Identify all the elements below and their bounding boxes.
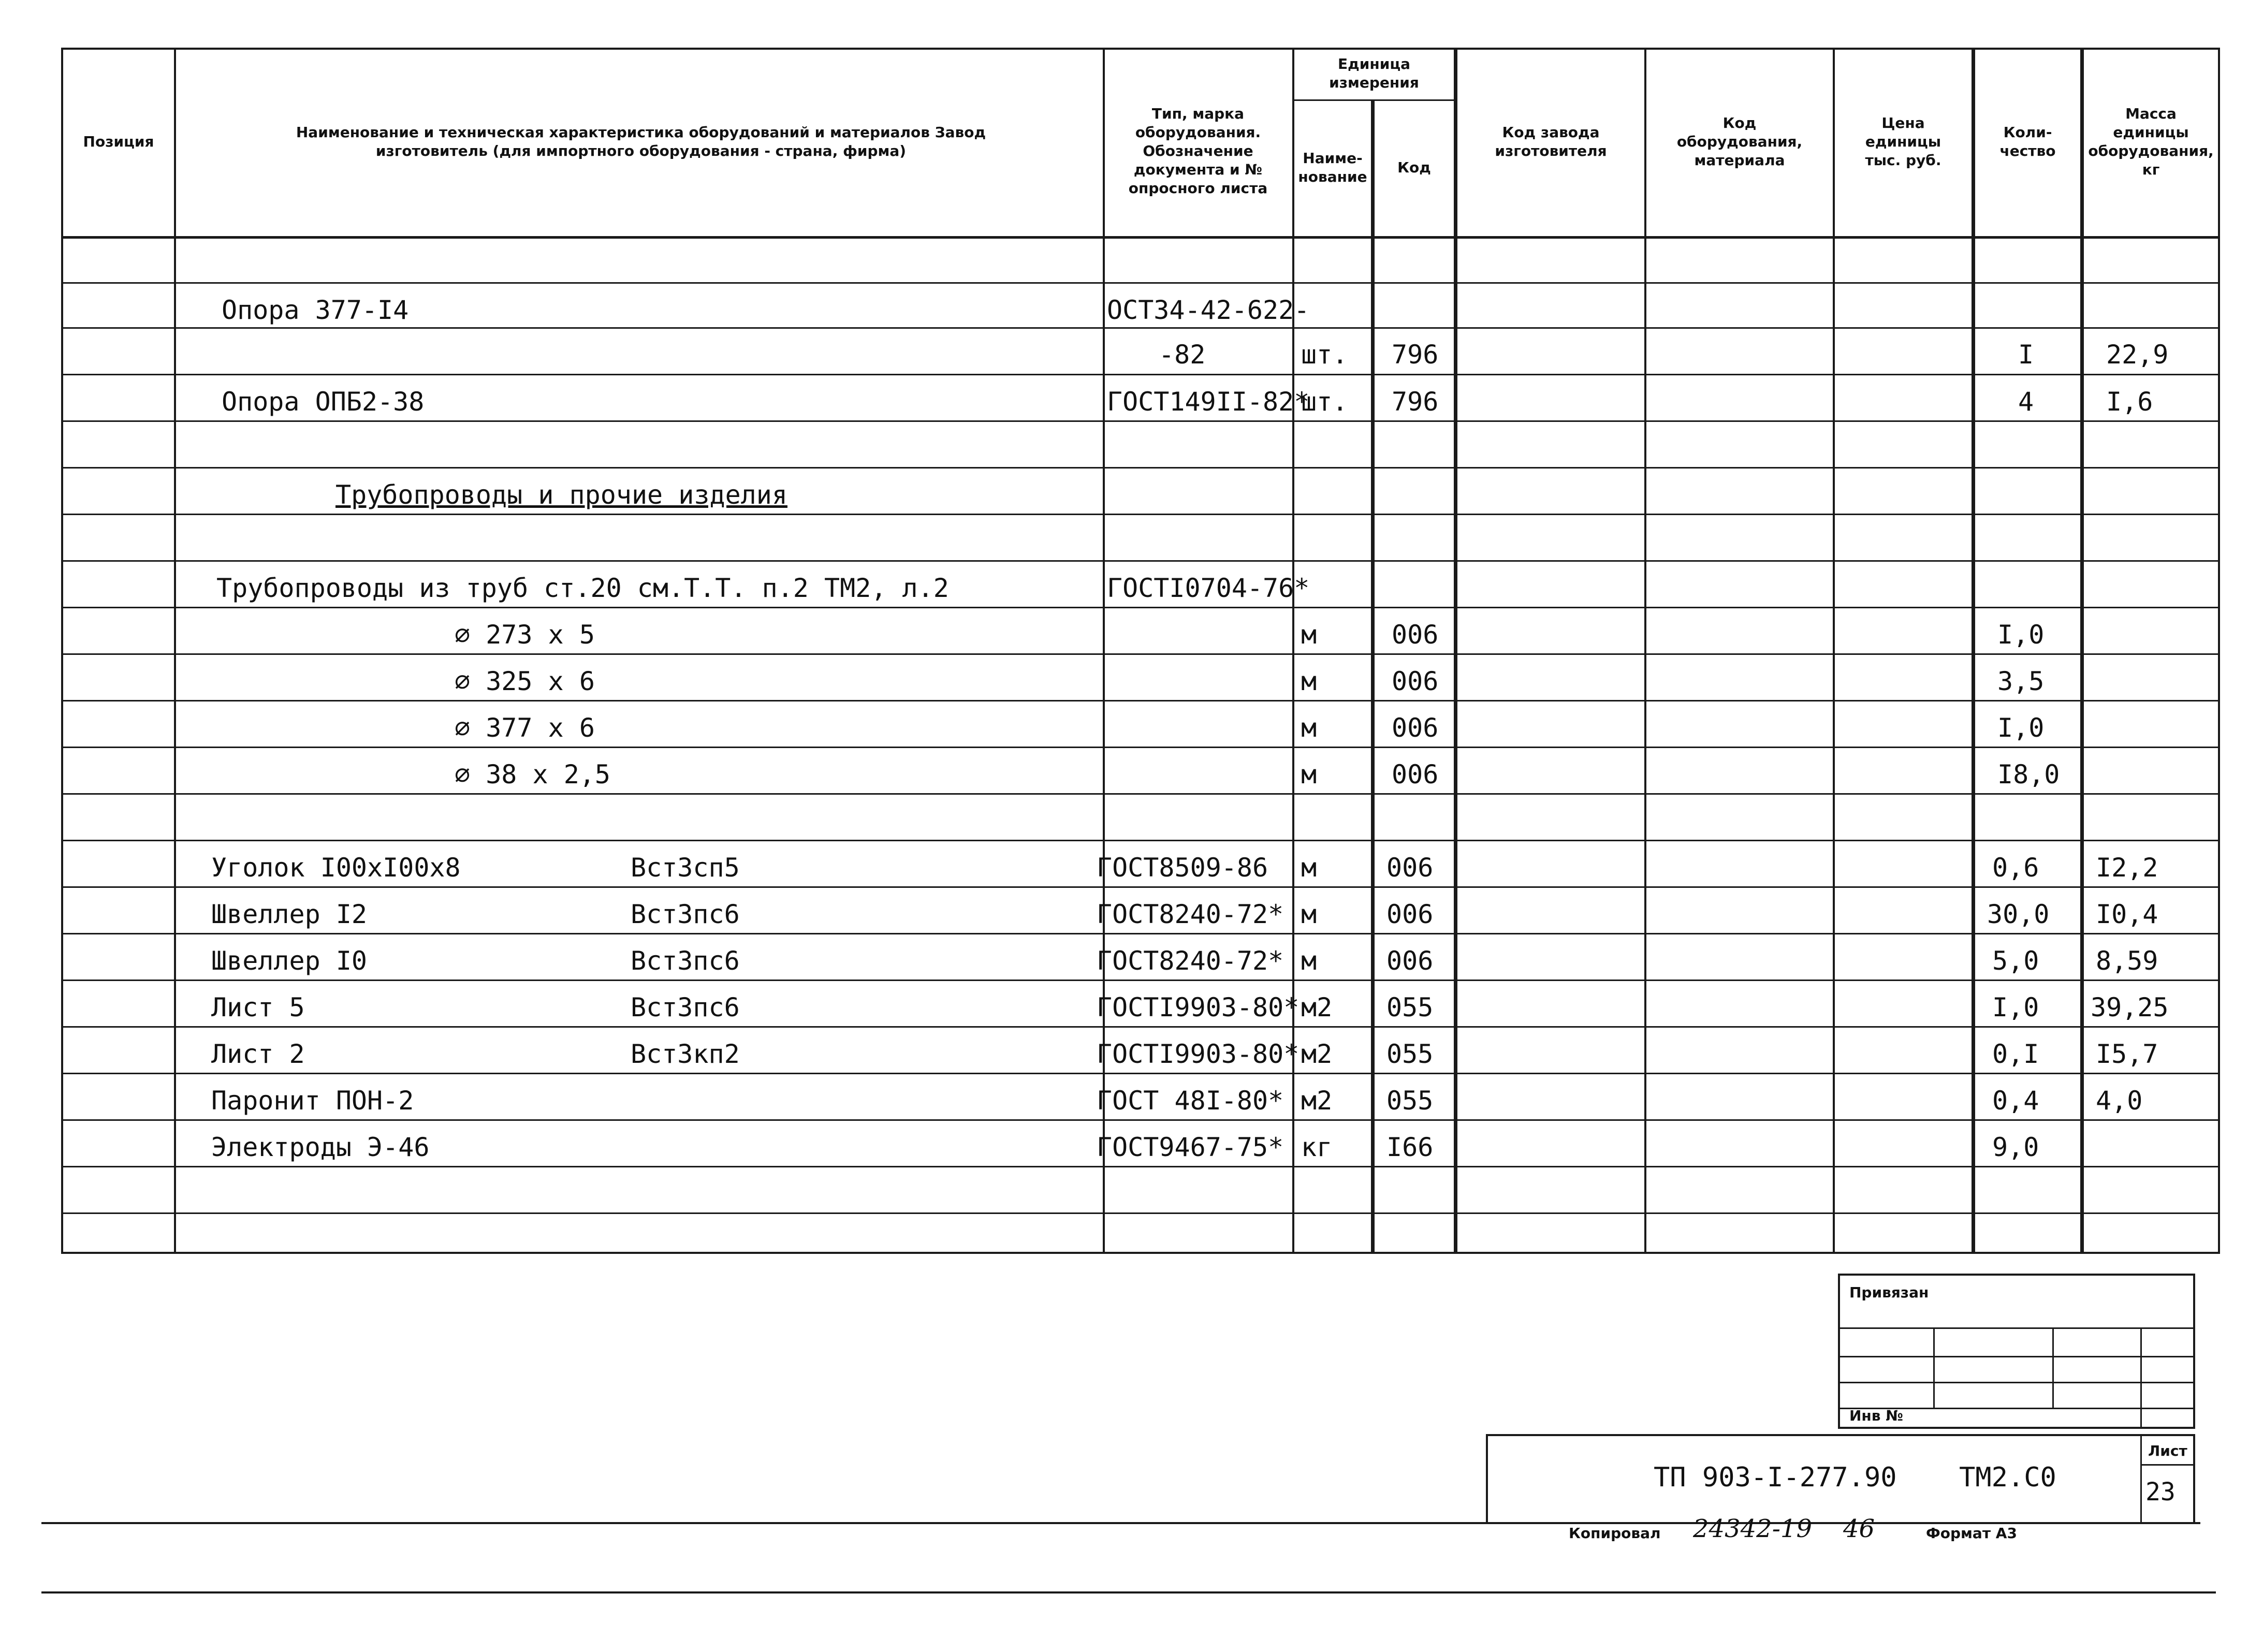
row-line [61,933,2220,934]
header-unit-group: Единица измерения [1329,55,1419,91]
header-bottom-border [61,236,2220,239]
bound-label: Привязан [1849,1284,1929,1301]
copied-label: Копировал [1569,1525,1661,1542]
row-line [61,700,2220,701]
sheet-number: 23 [2145,1478,2176,1507]
row-code: 006 [1392,759,1439,790]
row-unit: м [1301,853,1317,883]
row-unit: м2 [1301,1039,1333,1069]
title-block [1486,1434,2195,1522]
row-name: ⌀ 38 x 2,5 [455,759,611,790]
row-unit: шт. [1301,340,1348,370]
format-label: Формат А3 [1926,1525,2017,1542]
row-material: ВстЗкп2 [631,1039,740,1069]
row-qty: 4 [2018,387,2034,417]
page-edge-line [41,1591,2216,1593]
row-unit: м [1301,666,1317,696]
row-name: Швеллер I0 [211,946,368,976]
row-line [61,793,2220,795]
row-doc: ГОСТ149II-82* [1107,387,1310,417]
header-name: Наименование и техническая характеристика оборудований и материалов Завод изготовитель (для импортного оборудования - страна, фирма) [296,124,986,159]
row-doc: ГОСТI9903-80* [1097,1039,1300,1069]
row-name: Трубопроводы из труб ст.20 см.Т.Т. п.2 ТМ2, л.2 [216,573,949,603]
header-unit-name: Наиме-нование [1298,150,1367,185]
row-name: Швеллер I2 [211,899,368,929]
row-code: 006 [1392,620,1439,650]
row-mass: 8,59 [2096,946,2158,976]
stamp-line [2140,1327,2142,1427]
row-doc: ГОСТ8240-72* [1097,946,1284,976]
row-material: ВстЗпс6 [631,946,740,976]
album-code: ТМ2.С0 [1959,1462,2056,1493]
row-qty: I8,0 [1997,759,2060,790]
row-qty: 3,5 [1997,666,2045,696]
row-qty: I,0 [1997,620,2045,650]
row-mass: I0,4 [2096,899,2158,929]
row-line [61,979,2220,981]
row-line [61,282,2220,284]
row-line [61,747,2220,748]
row-line [61,1026,2220,1028]
row-qty: I,0 [1992,992,2039,1022]
row-name: Лист 5 [211,992,305,1022]
row-code: 796 [1392,340,1439,370]
row-code: 006 [1386,946,1434,976]
row-qty: 30,0 [1987,899,2050,929]
header-mass: Масса единицы оборудования, кг [2088,105,2214,178]
row-name: Лист 2 [211,1039,305,1069]
row-line [61,467,2220,469]
row-code: I66 [1386,1132,1434,1162]
row-code: 055 [1386,992,1434,1022]
row-qty: I,0 [1997,713,2045,743]
row-code: 055 [1386,1039,1434,1069]
row-qty: 0,4 [1992,1086,2039,1116]
row-line [61,1073,2220,1074]
row-name: Опора 377-I4 [222,295,409,325]
binding-block [1838,1274,2195,1429]
row-material: ВстЗсп5 [631,853,740,883]
row-line [61,1119,2220,1121]
row-line [61,420,2220,422]
row-unit: м [1301,620,1317,650]
row-doc: -82 [1159,340,1206,370]
row-name: Паронит ПОН-2 [211,1086,414,1116]
row-line [61,607,2220,608]
row-line [61,886,2220,888]
header-position: Позиция [83,133,154,150]
row-qty: I [2018,340,2034,370]
section-heading: Трубопроводы и прочие изделия [335,480,787,510]
row-code: 055 [1386,1086,1434,1116]
header-type: Тип, марка оборудования. Обозначение документа и № опросного листа [1128,105,1268,197]
row-line [61,514,2220,515]
row-line [61,560,2220,562]
row-line [61,840,2220,841]
row-doc: ГОСТ8240-72* [1097,899,1284,929]
header-unit-code: Код [1397,159,1431,176]
row-name: Уголок I00xI00x8 [211,853,461,883]
specification-table [61,48,2220,1254]
inv-label: Инв № [1849,1407,1903,1424]
row-doc: ОСТ34-42-622- [1107,295,1310,325]
row-name: ⌀ 325 x 6 [455,666,595,696]
stamp-line [2140,1464,2195,1466]
row-name: Электроды Э-46 [211,1132,430,1162]
row-name: Опора ОПБ2-38 [222,387,425,417]
row-line [61,1166,2220,1167]
row-unit: м2 [1301,992,1333,1022]
row-qty: 5,0 [1992,946,2039,976]
row-code: 006 [1392,713,1439,743]
row-line [61,1212,2220,1214]
row-doc: ГОСТ 48I-80* [1097,1086,1284,1116]
row-code: 006 [1392,666,1439,696]
stamp-line [1933,1327,1935,1408]
table-bottom-border [61,1252,2220,1254]
sheet-bottom-line [41,1522,2200,1524]
row-mass: I2,2 [2096,853,2158,883]
row-material: ВстЗпс6 [631,899,740,929]
row-code: 006 [1386,853,1434,883]
row-qty: 9,0 [1992,1132,2039,1162]
row-qty: 0,I [1992,1039,2039,1069]
row-mass: 22,9 [2106,340,2169,370]
row-doc: ГОСТ9467-75* [1097,1132,1284,1162]
row-name: ⌀ 377 x 6 [455,713,595,743]
header-quantity: Коли-чество [1999,124,2056,159]
row-doc: ГОСТI9903-80* [1097,992,1300,1022]
row-material: ВстЗпс6 [631,992,740,1022]
row-code: 796 [1392,387,1439,417]
stamp-line [2052,1327,2054,1408]
row-doc: ГОСТ8509-86 [1097,853,1268,883]
row-mass: I,6 [2106,387,2153,417]
row-line [61,374,2220,375]
sheet-label: Лист [2148,1442,2187,1459]
header-factory-code: Код завода изготовителя [1495,124,1607,159]
row-unit: м [1301,759,1317,790]
stamp-line [2140,1436,2142,1522]
row-mass: 39,25 [2091,992,2169,1022]
row-line [61,653,2220,655]
row-code: 006 [1386,899,1434,929]
copy-sheet: 46 [1843,1514,1875,1543]
row-qty: 0,6 [1992,853,2039,883]
doc-code: ТП 903-I-277.90 [1654,1462,1897,1493]
row-unit: кг [1301,1132,1333,1162]
row-unit: м [1301,946,1317,976]
copy-number: 24342-19 [1693,1514,1812,1543]
row-mass: 4,0 [2096,1086,2143,1116]
header-price: Цена единицы тыс. руб. [1865,114,1941,169]
row-unit: м2 [1301,1086,1333,1116]
row-unit: м [1301,899,1317,929]
row-unit: шт. [1301,387,1348,417]
col-border-4 [1371,99,1375,1254]
row-name: ⌀ 273 x 5 [455,620,595,650]
row-unit: м [1301,713,1317,743]
row-mass: I5,7 [2096,1039,2158,1069]
row-doc: ГОСТI0704-76* [1107,573,1310,603]
row-line [61,327,2220,329]
header-equipment-code: Код оборудования, материала [1676,114,1803,169]
